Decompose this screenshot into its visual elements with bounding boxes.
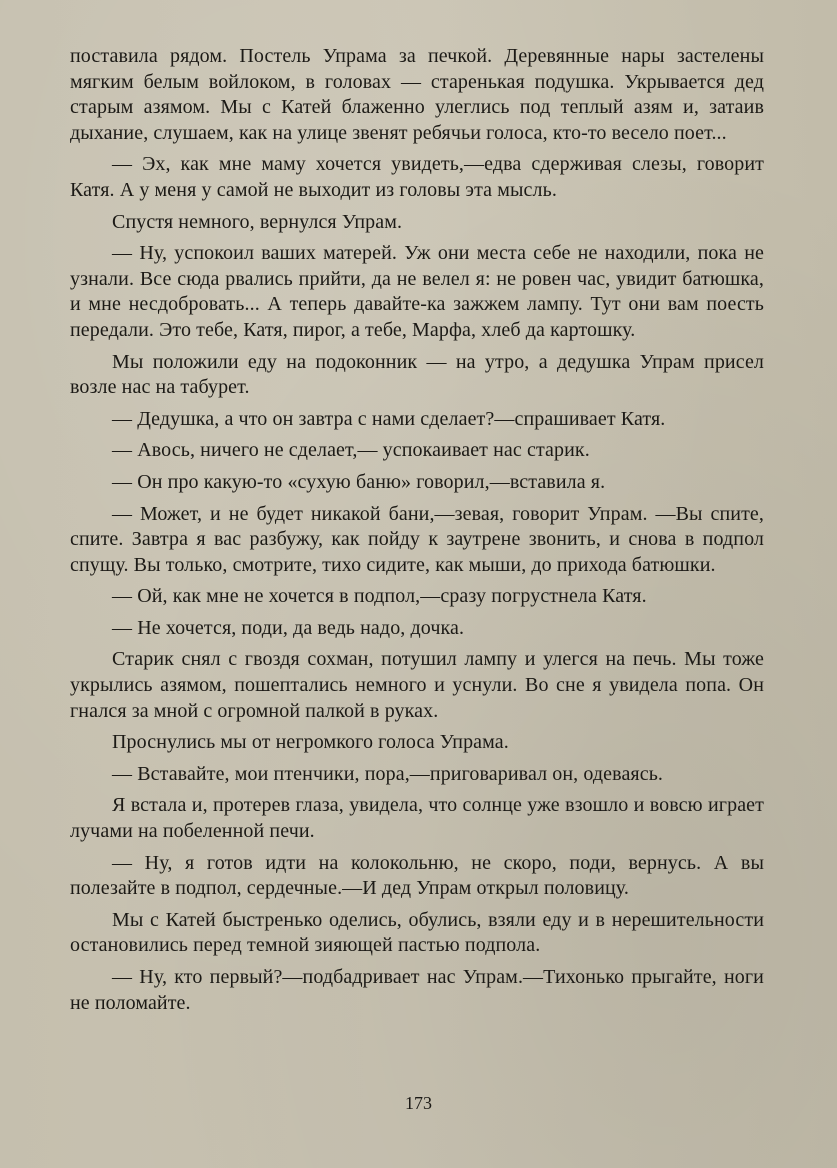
- paragraph: Мы положили еду на подоконник — на утро, а дедушка Упрам присел возле нас на табурет.: [70, 350, 764, 399]
- paragraph: Старик снял с гвоздя сохман, потушил лампу и улегся на печь. Мы тоже укрылись азямом, пошептались немного и уснули. Во сне я увидела попа. Он гнался за мной с огромной палкой в руках.: [70, 648, 764, 722]
- paragraph: — Ну, я готов идти на колокольню, не скоро, поди, вернусь. А вы полезайте в подпол, сердечные.—И дед Упрам открыл половицу.: [70, 851, 764, 900]
- page-body-text: [70, 44, 764, 1022]
- page-number: 173: [405, 1093, 432, 1113]
- paragraph: Проснулись мы от негромкого голоса Упрама.: [112, 731, 509, 754]
- paragraph: — Ну, кто первый?—подбадривает нас Упрам.—Тихонько прыгайте, ноги не поломайте.: [70, 966, 764, 1014]
- paragraph: — Ой, как мне не хочется в подпол,—сразу погрустнела Катя.: [112, 585, 647, 608]
- paragraph: — Вставайте, мои птенчики, пора,—приговаривал он, одеваясь.: [112, 762, 664, 785]
- paragraph: — Дедушка, а что он завтра с нами сделает?—спрашивает Катя.: [112, 407, 666, 430]
- paragraph: — Эх, как мне маму хочется увидеть,—едва сдерживая слезы, говорит Катя. А у меня у самой не выходит из головы эта мысль.: [70, 153, 764, 201]
- paragraph: — Ну, успокоил ваших матерей. Уж они места себе не находили, пока не узнали. Все сюда рвались прийти, да не велел я: не ровен час, увидит батюшка, и мне несдобровать... А теперь давайте-ка зажжем лампу. Тут они вам поесть передали. Это тебе, Катя, пирог, а тебе, Марфа, хлеб да картошку.: [70, 242, 764, 341]
- paragraph: поставила рядом. Постель Упрама за печкой. Деревянные нары застелены мягким белым войлоком, в головах — старенькая подушка. Укрывается дед старым азямом. Мы с Катей блаженно улеглись под теплый азям и, затаив дыхание, слушаем, как на улице звенят ребячьи голоса, кто-то весело поет...: [70, 45, 764, 144]
- paragraph: Я встала и, протерев глаза, увидела, что солнце уже взошло и вовсю играет лучами на побеленной печи.: [70, 794, 764, 843]
- paragraph: — Может, и не будет никакой бани,—зевая, говорит Упрам. —Вы спите, спите. Завтра я вас разбужу, как пойду к заутрене звонить, и снова в подпол спущу. Вы только, смотрите, тихо сидите, как мыши, до прихода батюшки.: [70, 502, 764, 576]
- paragraph: — Авось, ничего не сделает,— успокаивает нас старик.: [112, 439, 590, 462]
- paragraph: Мы с Катей быстренько оделись, обулись, взяли еду и в нерешительности остановились перед темной зияющей пастью подпола.: [70, 908, 764, 957]
- paragraph: — Не хочется, поди, да ведь надо, дочка.: [112, 616, 465, 639]
- paragraph: — Он про какую-то «сухую баню» говорил,—вставила я.: [112, 470, 606, 493]
- paragraph: Спустя немного, вернулся Упрам.: [112, 210, 403, 233]
